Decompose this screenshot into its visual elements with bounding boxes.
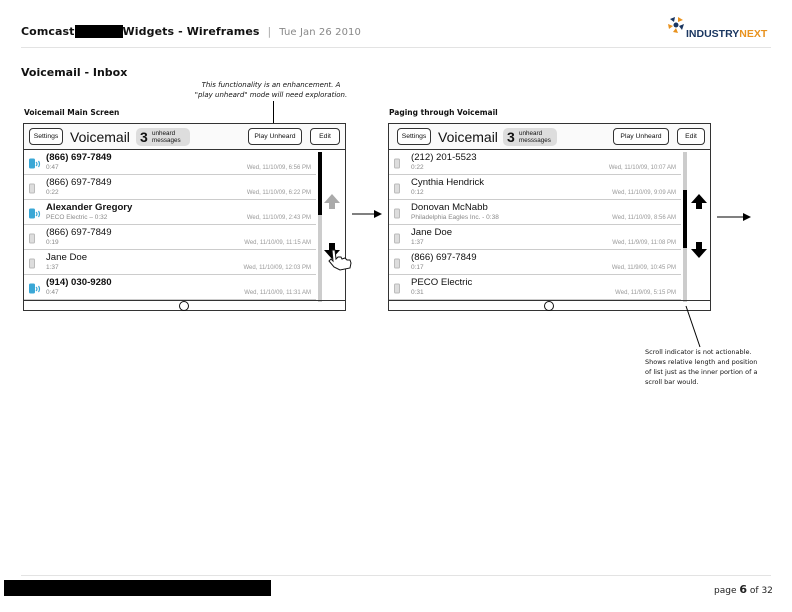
settings-button[interactable]: Settings: [29, 128, 63, 145]
message-detail: 1:37: [46, 264, 59, 271]
message-timestamp: Wed, 11/10/09, 12:03 PM: [243, 265, 311, 271]
unheard-label-line-1: unheard: [152, 130, 176, 137]
caller-name: Jane Doe: [411, 227, 453, 238]
voicemail-row[interactable]: [24, 175, 316, 200]
play-unheard-button[interactable]: Play Unheard: [613, 128, 669, 145]
page-number: [714, 583, 773, 596]
unheard-voicemail-icon: [29, 283, 41, 294]
voicemail-paging-screen: [388, 123, 711, 311]
message-detail: 0:47: [46, 164, 59, 171]
message-timestamp: Wed, 11/10/09, 11:31 AM: [244, 290, 311, 296]
voicemail-icon: [394, 233, 406, 244]
edit-button[interactable]: Edit: [677, 128, 705, 145]
message-detail: 0:19: [46, 239, 59, 246]
flow-arrow-icon: [352, 209, 382, 219]
settings-button[interactable]: Settings: [397, 128, 431, 145]
page-of: of: [749, 586, 759, 596]
play-unheard-button[interactable]: Play Unheard: [248, 128, 302, 145]
voicemail-title: Voicemail: [438, 129, 498, 145]
unheard-count: 3: [140, 129, 148, 145]
next-flow-arrow-icon: [717, 212, 751, 222]
voicemail-title: Voicemail: [70, 129, 130, 145]
caller-name: PECO Electric: [411, 277, 473, 288]
caller-name: Donovan McNabb: [411, 202, 488, 213]
callout-line-2: "play unheard" mode will need exploration.: [194, 90, 348, 99]
note-line-2: Shows relative length and position: [645, 358, 758, 366]
bottom-bar: [24, 300, 345, 310]
message-detail: PECO Electric – 0:32: [46, 214, 108, 221]
message-detail: 0:17: [411, 264, 424, 271]
voicemail-icon: [29, 233, 41, 244]
logo-word-2: NEXT: [739, 28, 768, 40]
title-part2: Widgets - Wireframes: [122, 25, 260, 38]
message-timestamp: Wed, 11/9/09, 10:45 PM: [611, 265, 676, 271]
voicemail-row[interactable]: [24, 225, 316, 250]
caller-name: (866) 697-7849: [46, 227, 112, 238]
document-title: [21, 25, 361, 38]
logo-word-1: INDUSTRY: [686, 28, 740, 40]
note-line-1: Scroll indicator is not actionable.: [645, 348, 752, 356]
scroll-down-arrow-icon[interactable]: [689, 241, 709, 259]
note-leader-line: [684, 305, 704, 349]
voicemail-main-screen: [23, 123, 346, 311]
page-heading: Voicemail - Inbox: [21, 66, 128, 79]
panel-label-main: Voicemail Main Screen: [24, 108, 120, 117]
message-timestamp: Wed, 11/9/09, 5:15 PM: [615, 290, 676, 296]
caller-name: Cynthia Hendrick: [411, 177, 485, 188]
footer-redaction-block: [4, 580, 271, 596]
message-timestamp: Wed, 11/10/09, 2:43 PM: [246, 215, 311, 221]
voicemail-icon: [394, 258, 406, 269]
caller-name: (866) 697-7849: [46, 177, 112, 188]
redaction-block: [75, 25, 123, 38]
header-divider: [21, 47, 771, 48]
scroll-indicator-note: [645, 347, 775, 387]
unheard-label: [519, 130, 551, 144]
voicemail-row[interactable]: [389, 200, 681, 225]
note-line-3: of list just as the inner portion of a: [645, 368, 758, 376]
footer-divider: [21, 575, 771, 576]
caller-name: (212) 201-5523: [411, 152, 477, 163]
message-timestamp: Wed, 11/10/09, 11:15 AM: [244, 240, 311, 246]
voicemail-icon: [394, 183, 406, 194]
voicemail-icon: [394, 158, 406, 169]
callout-line-1: This functionality is an enhancement. A: [201, 81, 341, 89]
scroll-indicator: [683, 190, 687, 248]
message-timestamp: Wed, 11/10/09, 6:22 PM: [246, 190, 311, 196]
caller-name: (866) 697-7849: [46, 152, 112, 163]
page-current: 6: [739, 583, 748, 596]
message-timestamp: Wed, 11/10/09, 10:07 AM: [608, 165, 676, 171]
message-detail: 0:22: [46, 189, 59, 196]
voicemail-row[interactable]: [389, 150, 681, 175]
unheard-voicemail-icon: [29, 158, 41, 169]
voicemail-row[interactable]: [389, 275, 681, 300]
enhancement-callout: [186, 81, 356, 100]
message-detail: 0:12: [411, 189, 424, 196]
message-detail: 0:31: [411, 289, 424, 296]
unheard-voicemail-icon: [29, 208, 41, 219]
voicemail-row[interactable]: [24, 200, 316, 225]
voicemail-row[interactable]: [389, 225, 681, 250]
unheard-badge: [503, 128, 557, 146]
message-timestamp: Wed, 11/10/09, 6:56 PM: [246, 165, 311, 171]
unheard-label-line-2: messsages: [519, 137, 551, 144]
caller-name: (914) 030-9280: [46, 277, 112, 288]
voicemail-row[interactable]: [389, 175, 681, 200]
scroll-up-arrow-icon[interactable]: [322, 193, 342, 211]
edit-button[interactable]: Edit: [310, 128, 340, 145]
caller-name: Alexander Gregory: [46, 202, 133, 213]
message-detail: Philadelphia Eagles Inc. - 0:38: [411, 214, 499, 221]
logo-wordmark: [686, 28, 767, 40]
title-part1: Comcast: [21, 25, 75, 38]
voicemail-row[interactable]: [24, 250, 316, 275]
home-button-icon[interactable]: [544, 301, 554, 311]
note-line-4: scroll bar would.: [645, 378, 699, 386]
toolbar: [389, 124, 710, 150]
voicemail-row[interactable]: [389, 250, 681, 275]
scroll-up-arrow-icon[interactable]: [689, 193, 709, 211]
voicemail-row[interactable]: [24, 275, 316, 300]
hand-cursor-icon: [326, 246, 360, 272]
voicemail-icon: [29, 183, 41, 194]
voicemail-icon: [394, 208, 406, 219]
unheard-count: 3: [507, 129, 515, 145]
toolbar: [24, 124, 345, 150]
voicemail-icon: [29, 258, 41, 269]
voicemail-icon: [394, 283, 406, 294]
caller-name: Jane Doe: [46, 252, 88, 263]
voicemail-row[interactable]: [24, 150, 316, 175]
unheard-label-line-1: unheard: [519, 130, 543, 137]
message-timestamp: Wed, 11/9/09, 11:08 PM: [612, 240, 676, 246]
message-detail: 1:37: [411, 239, 424, 246]
callout-leader-line: [273, 101, 274, 124]
page-prefix: page: [714, 586, 737, 596]
caller-name: (866) 697-7849: [411, 252, 477, 263]
message-timestamp: Wed, 11/10/09, 8:56 AM: [612, 215, 676, 221]
document-date: Tue Jan 26 2010: [279, 27, 361, 38]
message-detail: 0:22: [411, 164, 424, 171]
bottom-bar: [389, 300, 710, 310]
unheard-badge: [136, 128, 190, 146]
message-timestamp: Wed, 11/10/09, 9:09 AM: [612, 190, 676, 196]
page-total: 32: [761, 586, 773, 596]
panel-label-paging: Paging through Voicemail: [389, 108, 498, 117]
unheard-label-line-2: messages: [152, 137, 181, 144]
unheard-label: [152, 130, 181, 144]
message-detail: 0:47: [46, 289, 59, 296]
title-separator: |: [267, 25, 272, 38]
home-button-icon[interactable]: [179, 301, 189, 311]
